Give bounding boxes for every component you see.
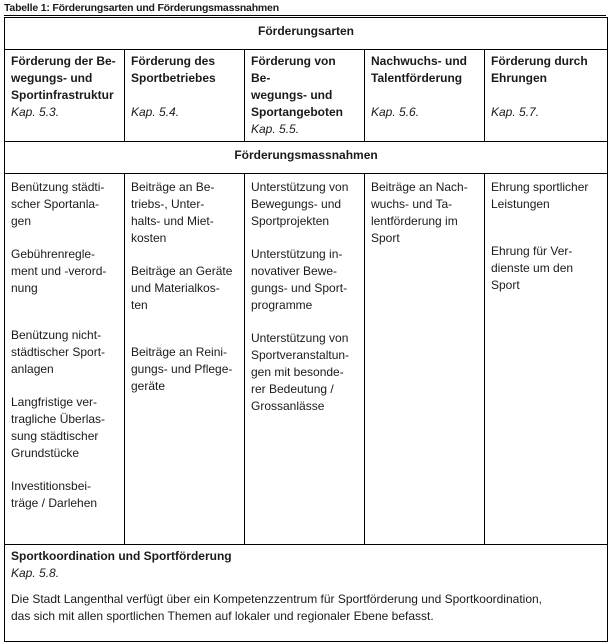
measure-item: Beiträge an Geräte und Materialkos- ten — [131, 264, 233, 312]
measure-item: Beiträge an Be- triebs-, Unter- halts- und Miet- kosten — [131, 180, 215, 245]
measure-item: Unterstützung von Bewegungs- und Sportprojekten — [251, 180, 349, 228]
measure-item: Unterstützung in- novativer Bewe- gungs- und Sport- programme — [251, 247, 348, 312]
measures-cell — [5, 174, 125, 545]
measure-item: Ehrung sportlicher Leistungen — [491, 180, 589, 211]
category-kap: Kap. 5.5. — [251, 122, 300, 136]
measure-item: Investitionsbei- träge / Darlehen — [11, 479, 98, 510]
category-cell — [245, 50, 365, 142]
footer-kap: Kap. 5.8. — [11, 566, 60, 580]
category-cell — [485, 50, 608, 142]
category-title: Förderung durch Ehrungen — [491, 54, 588, 85]
category-cell — [5, 50, 125, 142]
measures-cell — [485, 174, 608, 545]
measures-cell — [245, 174, 365, 545]
section-header-foerderungsmassnahmen: Förderungsmassnahmen — [5, 142, 608, 174]
measures-cell — [365, 174, 485, 545]
table-caption: Tabelle 1: Förderungsarten und Förderungsmassnahmen — [4, 2, 279, 14]
category-title: Förderung des Sportbetriebes — [131, 54, 216, 85]
footer-title: Sportkoordination und Sportförderung — [11, 549, 232, 563]
measure-item: Ehrung für Ver- dienste um den Sport — [491, 244, 574, 292]
category-title: Nachwuchs- und Talentförderung — [371, 54, 468, 85]
category-kap: Kap. 5.4. — [131, 105, 180, 119]
category-cell — [125, 50, 245, 142]
footer-cell — [5, 545, 608, 642]
measure-item: Beiträge an Reini- gungs- und Pflege- geräte — [131, 345, 233, 393]
measure-item: Unterstützung von Sportveranstaltun- gen mit besonde- rer Bedeutung / Grossanlässe — [251, 331, 350, 413]
category-title: Förderung von Be- wegungs- und Sportangeboten — [251, 54, 343, 119]
footer-text: Die Stadt Langenthal verfügt über ein Kompetenzzentrum für Sportförderung und Sportkoordination, das sich mit allen sportlichen Themen auf lokaler und regionaler Ebene befasst. — [11, 592, 542, 623]
caption-divider — [4, 15, 606, 16]
category-title: Förderung der Be- wegungs- und Sportinfrastruktur — [11, 54, 116, 102]
measure-item: Gebührenregle- ment und -verord- nung — [11, 247, 107, 295]
category-kap: Kap. 5.6. — [371, 105, 420, 119]
measure-item: Langfristige ver- tragliche Überlas- sung städtischer Grundstücke — [11, 395, 106, 460]
section-header-foerderungsarten: Förderungsarten — [5, 18, 608, 50]
categories-row — [5, 50, 608, 142]
measure-item: Benützung städti- scher Sportanla- gen — [11, 180, 105, 228]
category-cell — [365, 50, 485, 142]
measures-cell — [125, 174, 245, 545]
measures-row — [5, 174, 608, 545]
measure-item: Benützung nicht- städtischer Sport- anlagen — [11, 328, 106, 376]
category-kap: Kap. 5.7. — [491, 105, 540, 119]
funding-table — [4, 17, 608, 642]
measure-item: Beiträge an Nach- wuchs- und Ta- lentförderung im Sport — [371, 180, 468, 245]
category-kap: Kap. 5.3. — [11, 105, 60, 119]
